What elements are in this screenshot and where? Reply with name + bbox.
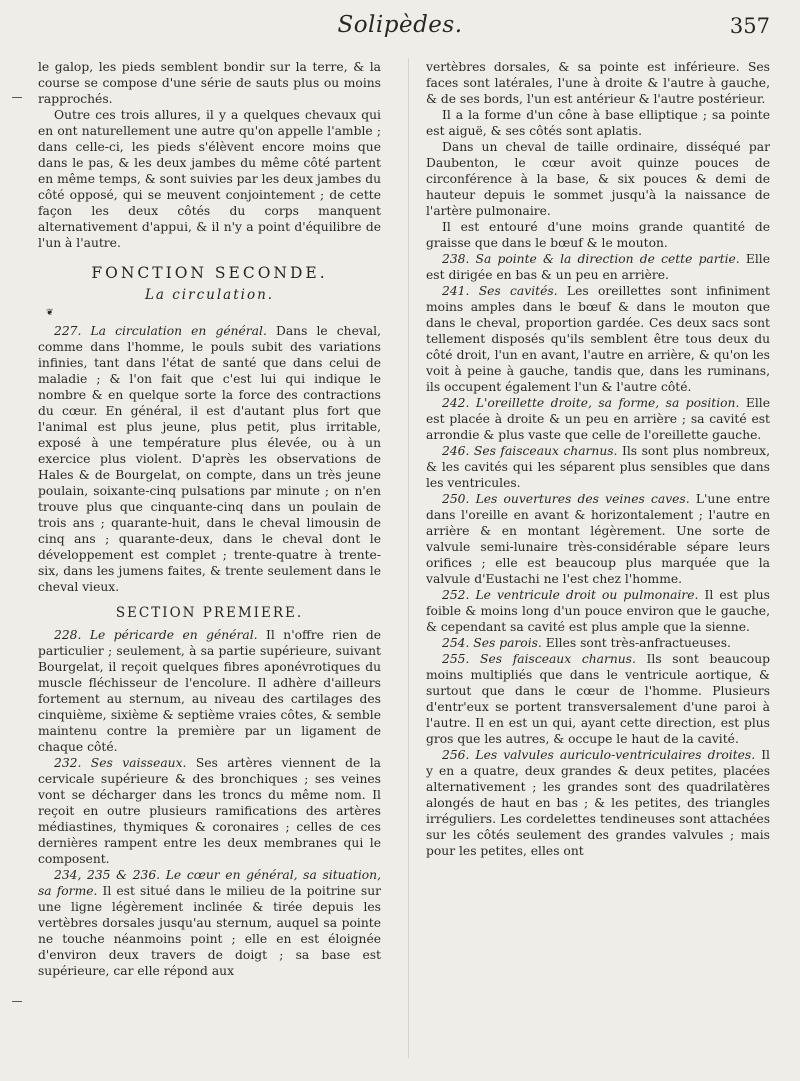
ornament-icon: ❦ bbox=[46, 308, 54, 318]
page-number: 357 bbox=[729, 14, 770, 38]
paragraph-252 bbox=[426, 587, 770, 635]
subsection-title: SECTION PREMIERE. bbox=[115, 605, 304, 621]
paragraph-text: Ses artères viennent de la cervicale supérieure & des bronchiques ; ses veines vont se décharger dans les troncs du même nom. Il reçoit en outre plusieurs ramifications des artères médiastines, thymiques & coronaires ; celles de ces dernières rampent entre les deux membranes qui le composent. bbox=[38, 756, 381, 866]
paragraph-heading: 246. Ses faisceaux charnus. bbox=[442, 444, 618, 458]
paragraph-text: Il n'offre rien de particulier ; seulement, à sa partie supérieure, suivant Bourgelat, il reçoit quelques fibres aponévrotiques du muscle fléchisseur de l'encolure. Il adhère d'ailleurs fortement au sternum, au niveau des cartilages des cinquième, sixième & septième vraies côtes, & semble maintenu contre la première par un ligament de chaque côté. bbox=[38, 628, 381, 754]
paragraph: Il est entouré d'une moins grande quantité de graisse que dans le bœuf & le mouton. bbox=[426, 220, 770, 250]
paragraph-text: Ils sont beaucoup moins multipliés que dans le ventricule aortique, & surtout que dans le cœur de l'homme. Plusieurs d'entr'eux se portent transversalement d'une paroi à l'autre. Il en est un qui, ayant cette direction, est plus gros que les autres, & occupe le haut de la cavité. bbox=[426, 652, 770, 746]
paragraph-242 bbox=[426, 395, 770, 443]
paragraph-text: Dans le cheval, comme dans l'homme, le pouls subit des variations infinies, tant dans l'état de santé que dans celui de maladie ; & l'on fait que c'est lui qui indique le nombre & en quelque sorte la force des contractions du cœur. En général, il est d'autant plus fort que l'animal est plus jeune, plus petit, plus irritable, exposé à une température plus élevée, ou à un exercice plus violent. D'après les observations de Hales & de Bourgelat, on compte, dans un très jeune poulain, soixante-cinq pulsations par minute ; on n'en trouve plus que cinquante-cinq dans un poulain de trois ans ; quarante-huit, dans le cheval limousin de cinq ans ; quarante-deux, dans le cheval dont le développement est complet ; trente-quatre à trente-six, dans les jumens faites, & trente seulement dans le cheval vieux. bbox=[38, 324, 382, 594]
paragraph: vertèbres dorsales, & sa pointe est inférieure. Ses faces sont latérales, l'une à droite & l'autre à gauche, & de ses bords, l'un est antérieur & l'autre postérieur. bbox=[426, 60, 770, 106]
paragraph-250 bbox=[426, 491, 770, 587]
paragraph-256 bbox=[426, 747, 770, 859]
paragraph-heading: 238. Sa pointe & la direction de cette partie. bbox=[442, 252, 740, 266]
paragraph-text: Il y en a quatre, deux grandes & deux petites, placées alternativement ; les grandes sont des quadrilatères alongés de haut en bas ; & les petites, des triangles irréguliers. Les cordelettes tendineuses sont attachées sur les côtés seulement des grandes valvules ; mais pour les petites, elles ont bbox=[426, 748, 770, 858]
paragraph-text: L'une entre dans l'oreille en avant & horizontalement ; l'autre en arrière & en montant légèrement. Une sorte de valvule semi-lunaire très-considérable sépare leurs orifices ; elle est beaucoup plus marquée que la valvule d'Eustachi ne l'est chez l'homme. bbox=[426, 492, 771, 586]
paragraph-text: Il est plus foible & moins long d'un pouce environ que le gauche, & cependant sa cavité est plus ample que la sienne. bbox=[426, 588, 770, 634]
paragraph-heading: 242. L'oreillette droite, sa forme, sa position. bbox=[442, 396, 740, 410]
paragraph-254 bbox=[426, 635, 770, 651]
paragraph-text: Elle est placée à droite & un peu en arrière ; sa cavité est arrondie & plus vaste que celle de l'oreillette gauche. bbox=[426, 396, 771, 442]
paragraph: Il a la forme d'un cône à base elliptique ; sa pointe est aiguë, & ses côtés sont aplatis. bbox=[426, 108, 770, 138]
paragraph-heading: 232. Ses vaisseaux. bbox=[54, 756, 187, 770]
section-title: FONCTION SECONDE. bbox=[91, 264, 328, 282]
paragraph-text: Il est situé dans le milieu de la poitrine sur une ligne légèrement inclinée & tirée depuis les vertèbres dorsales jusqu'au sternum, auquel sa pointe ne touche néanmoins point ; elle en est éloignée d'environ deux travers de doigt ; sa base est supérieure, car elle répond aux bbox=[38, 884, 381, 978]
paragraph-238 bbox=[426, 251, 770, 283]
paragraph-heading: 227. La circulation en général. bbox=[54, 324, 267, 338]
paragraph-227 bbox=[38, 323, 381, 595]
running-title: Solipèdes. bbox=[337, 12, 463, 38]
paragraph-text: Ils sont plus nombreux, & les cavités qui les séparent plus sensibles que dans les ventricules. bbox=[426, 444, 771, 490]
left-column bbox=[38, 59, 381, 979]
section-subtitle: La circulation. bbox=[144, 287, 275, 303]
paragraph-heading: 255. Ses faisceaux charnus. bbox=[442, 652, 636, 666]
margin-mark bbox=[12, 97, 22, 98]
paragraph-228 bbox=[38, 627, 381, 755]
paragraph-234 bbox=[38, 867, 381, 979]
paragraph-heading: 256. Les valvules auriculo-ventriculaires droites. bbox=[442, 748, 756, 762]
paragraph-text: Les oreillettes sont infiniment moins amples dans le bœuf & dans le mouton que dans le cheval, proportion gardée. Ces deux sacs sont tellement disposés qu'ils semblent être tous deux du côté droit, l'un en avant, l'autre en arrière, & qu'on les voit à peine à gauche, tandis que, dans les ruminans, ils occupent également l'un & l'autre côté. bbox=[426, 284, 770, 394]
paragraph-255 bbox=[426, 651, 770, 747]
right-column bbox=[426, 59, 770, 859]
margin-mark bbox=[12, 1001, 22, 1002]
paragraph-heading: 228. Le péricarde en général. bbox=[54, 628, 258, 642]
paragraph: le galop, les pieds semblent bondir sur la terre, & la course se compose d'une série de sauts plus ou moins rapprochés. bbox=[38, 60, 381, 106]
paragraph-heading: 241. Ses cavités. bbox=[442, 284, 558, 298]
paragraph-241 bbox=[426, 283, 770, 395]
paragraph-text: Elle est dirigée en bas & un peu en arrière. bbox=[426, 252, 771, 282]
paragraph-246 bbox=[426, 443, 770, 491]
paragraph-text: Elles sont très-anfractueuses. bbox=[541, 636, 731, 650]
column-gutter bbox=[408, 58, 409, 1058]
paragraph-232 bbox=[38, 755, 381, 867]
paragraph-heading: 250. Les ouvertures des veines caves. bbox=[442, 492, 690, 506]
paragraph-heading: 254. Ses parois. bbox=[442, 636, 542, 650]
paragraph-heading: 252. Le ventricule droit ou pulmonaire. bbox=[442, 588, 699, 602]
paragraph-heading: 234, 235 & 236. Le cœur en général, sa situation, sa forme. bbox=[38, 868, 381, 898]
paragraph: Dans un cheval de taille ordinaire, disséqué par Daubenton, le cœur avoit quinze pouces de circonférence à la base, & six pouces & demi de hauteur depuis le sommet jusqu'à la naissance de l'artère pulmonaire. bbox=[426, 140, 770, 218]
running-head bbox=[0, 12, 800, 48]
paragraph: Outre ces trois allures, il y a quelques chevaux qui en ont naturellement une autre qu'on appelle l'amble ; dans celle-ci, les pieds s'élèvent encore moins que dans le pas, & les deux jambes du même côté partent en même temps, & sont suivies par les deux jambes du côté opposé, qui se meuvent conjointement ; de cette façon les deux côtés du corps manquent alternativement d'appui, & il n'y a point d'équilibre de l'un à l'autre. bbox=[38, 108, 381, 250]
